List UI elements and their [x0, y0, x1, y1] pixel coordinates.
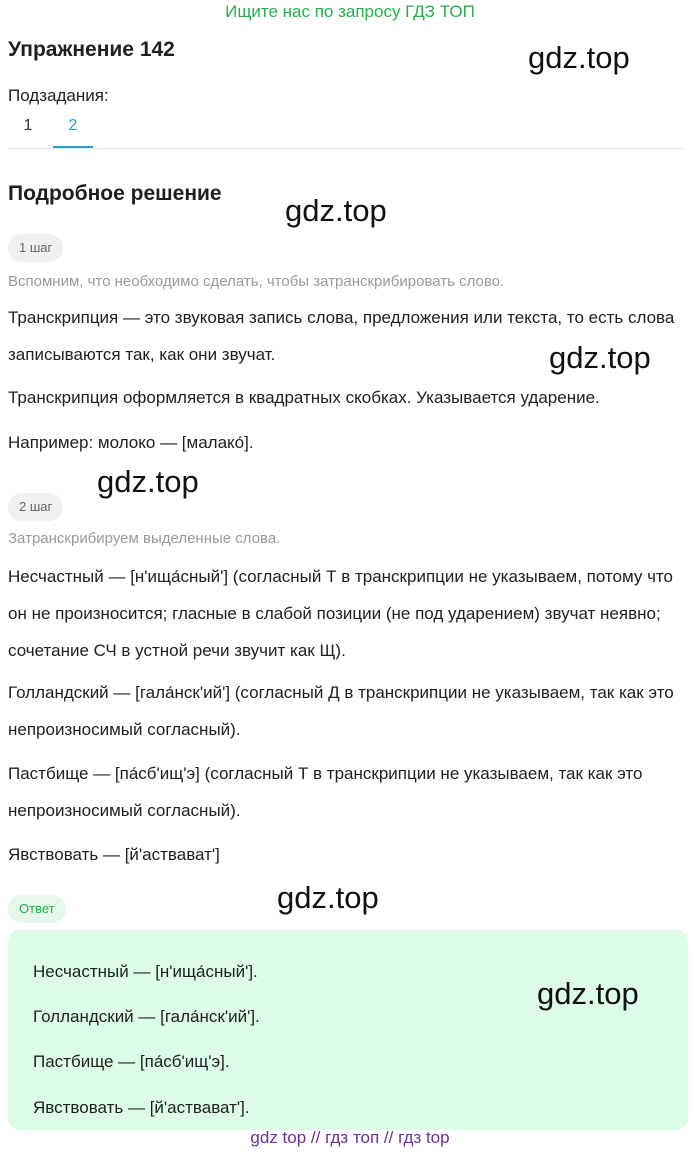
answer-badge: Ответ — [8, 895, 66, 923]
solution-title: Подробное решение — [8, 182, 222, 205]
step-1-paragraph: Например: молоко — [малако́]. — [8, 433, 254, 452]
step-1-badge: 1 шаг — [8, 234, 63, 262]
watermark: gdz.top — [97, 464, 199, 499]
tab-subtask-2[interactable]: 2 — [53, 112, 93, 148]
step-2-paragraph: Несчастный — [н'ища́сный'] (согласный Т в транскрипции не указываем, потому что он не произносится; гласные в слабой позиции (не под ударением) звучат неявно; сочетание СЧ в устной речи звучит как Щ). — [8, 567, 673, 660]
watermark: gdz.top — [528, 40, 630, 75]
subtasks-tabs — [8, 112, 686, 149]
step-2-hint: Затранскрибируем выделенные слова. — [8, 530, 281, 547]
subtasks-label: Подзадания: — [8, 86, 109, 105]
answer-line: Несчастный — [н'ища́сный']. — [33, 962, 258, 981]
page-title: Упражнение 142 — [8, 38, 175, 61]
step-1-paragraph: Транскрипция — это звуковая запись слова, предложения или текста, то есть слова записываются так, как они звучат. — [8, 308, 675, 364]
step-2-paragraph: Явствовать — [й'аствават'] — [8, 845, 220, 864]
answer-line: Пастбище — [па́сб'ищ'э]. — [33, 1052, 230, 1071]
watermark: gdz.top — [277, 880, 379, 915]
step-1-paragraph: Транскрипция оформляется в квадратных скобках. Указывается ударение. — [8, 388, 600, 407]
watermark: gdz.top — [537, 976, 639, 1011]
answer-line: Явствовать — [й'аствават']. — [33, 1098, 250, 1117]
top-banner[interactable]: Ищите нас по запросу ГДЗ ТОП — [225, 2, 475, 21]
tab-subtask-1[interactable]: 1 — [23, 117, 33, 134]
answer-line: Голландский — [гала́нск'ий']. — [33, 1007, 260, 1026]
step-1-hint: Вспомним, что необходимо сделать, чтобы затранскрибировать слово. — [8, 273, 505, 290]
step-2-paragraph: Голландский — [гала́нск'ий'] (согласный Д в транскрипции не указываем, так как это непроизносимый согласный). — [8, 683, 674, 739]
step-2-badge: 2 шаг — [8, 493, 63, 521]
footer-links[interactable]: gdz top // гдз топ // гдз top — [250, 1128, 450, 1147]
answer-box — [8, 930, 688, 1130]
watermark: gdz.top — [549, 340, 651, 375]
watermark: gdz.top — [285, 193, 387, 228]
step-2-paragraph: Пастбище — [па́сб'ищ'э] (согласный Т в транскрипции не указываем, так как это непроизносимый согласный). — [8, 764, 643, 820]
